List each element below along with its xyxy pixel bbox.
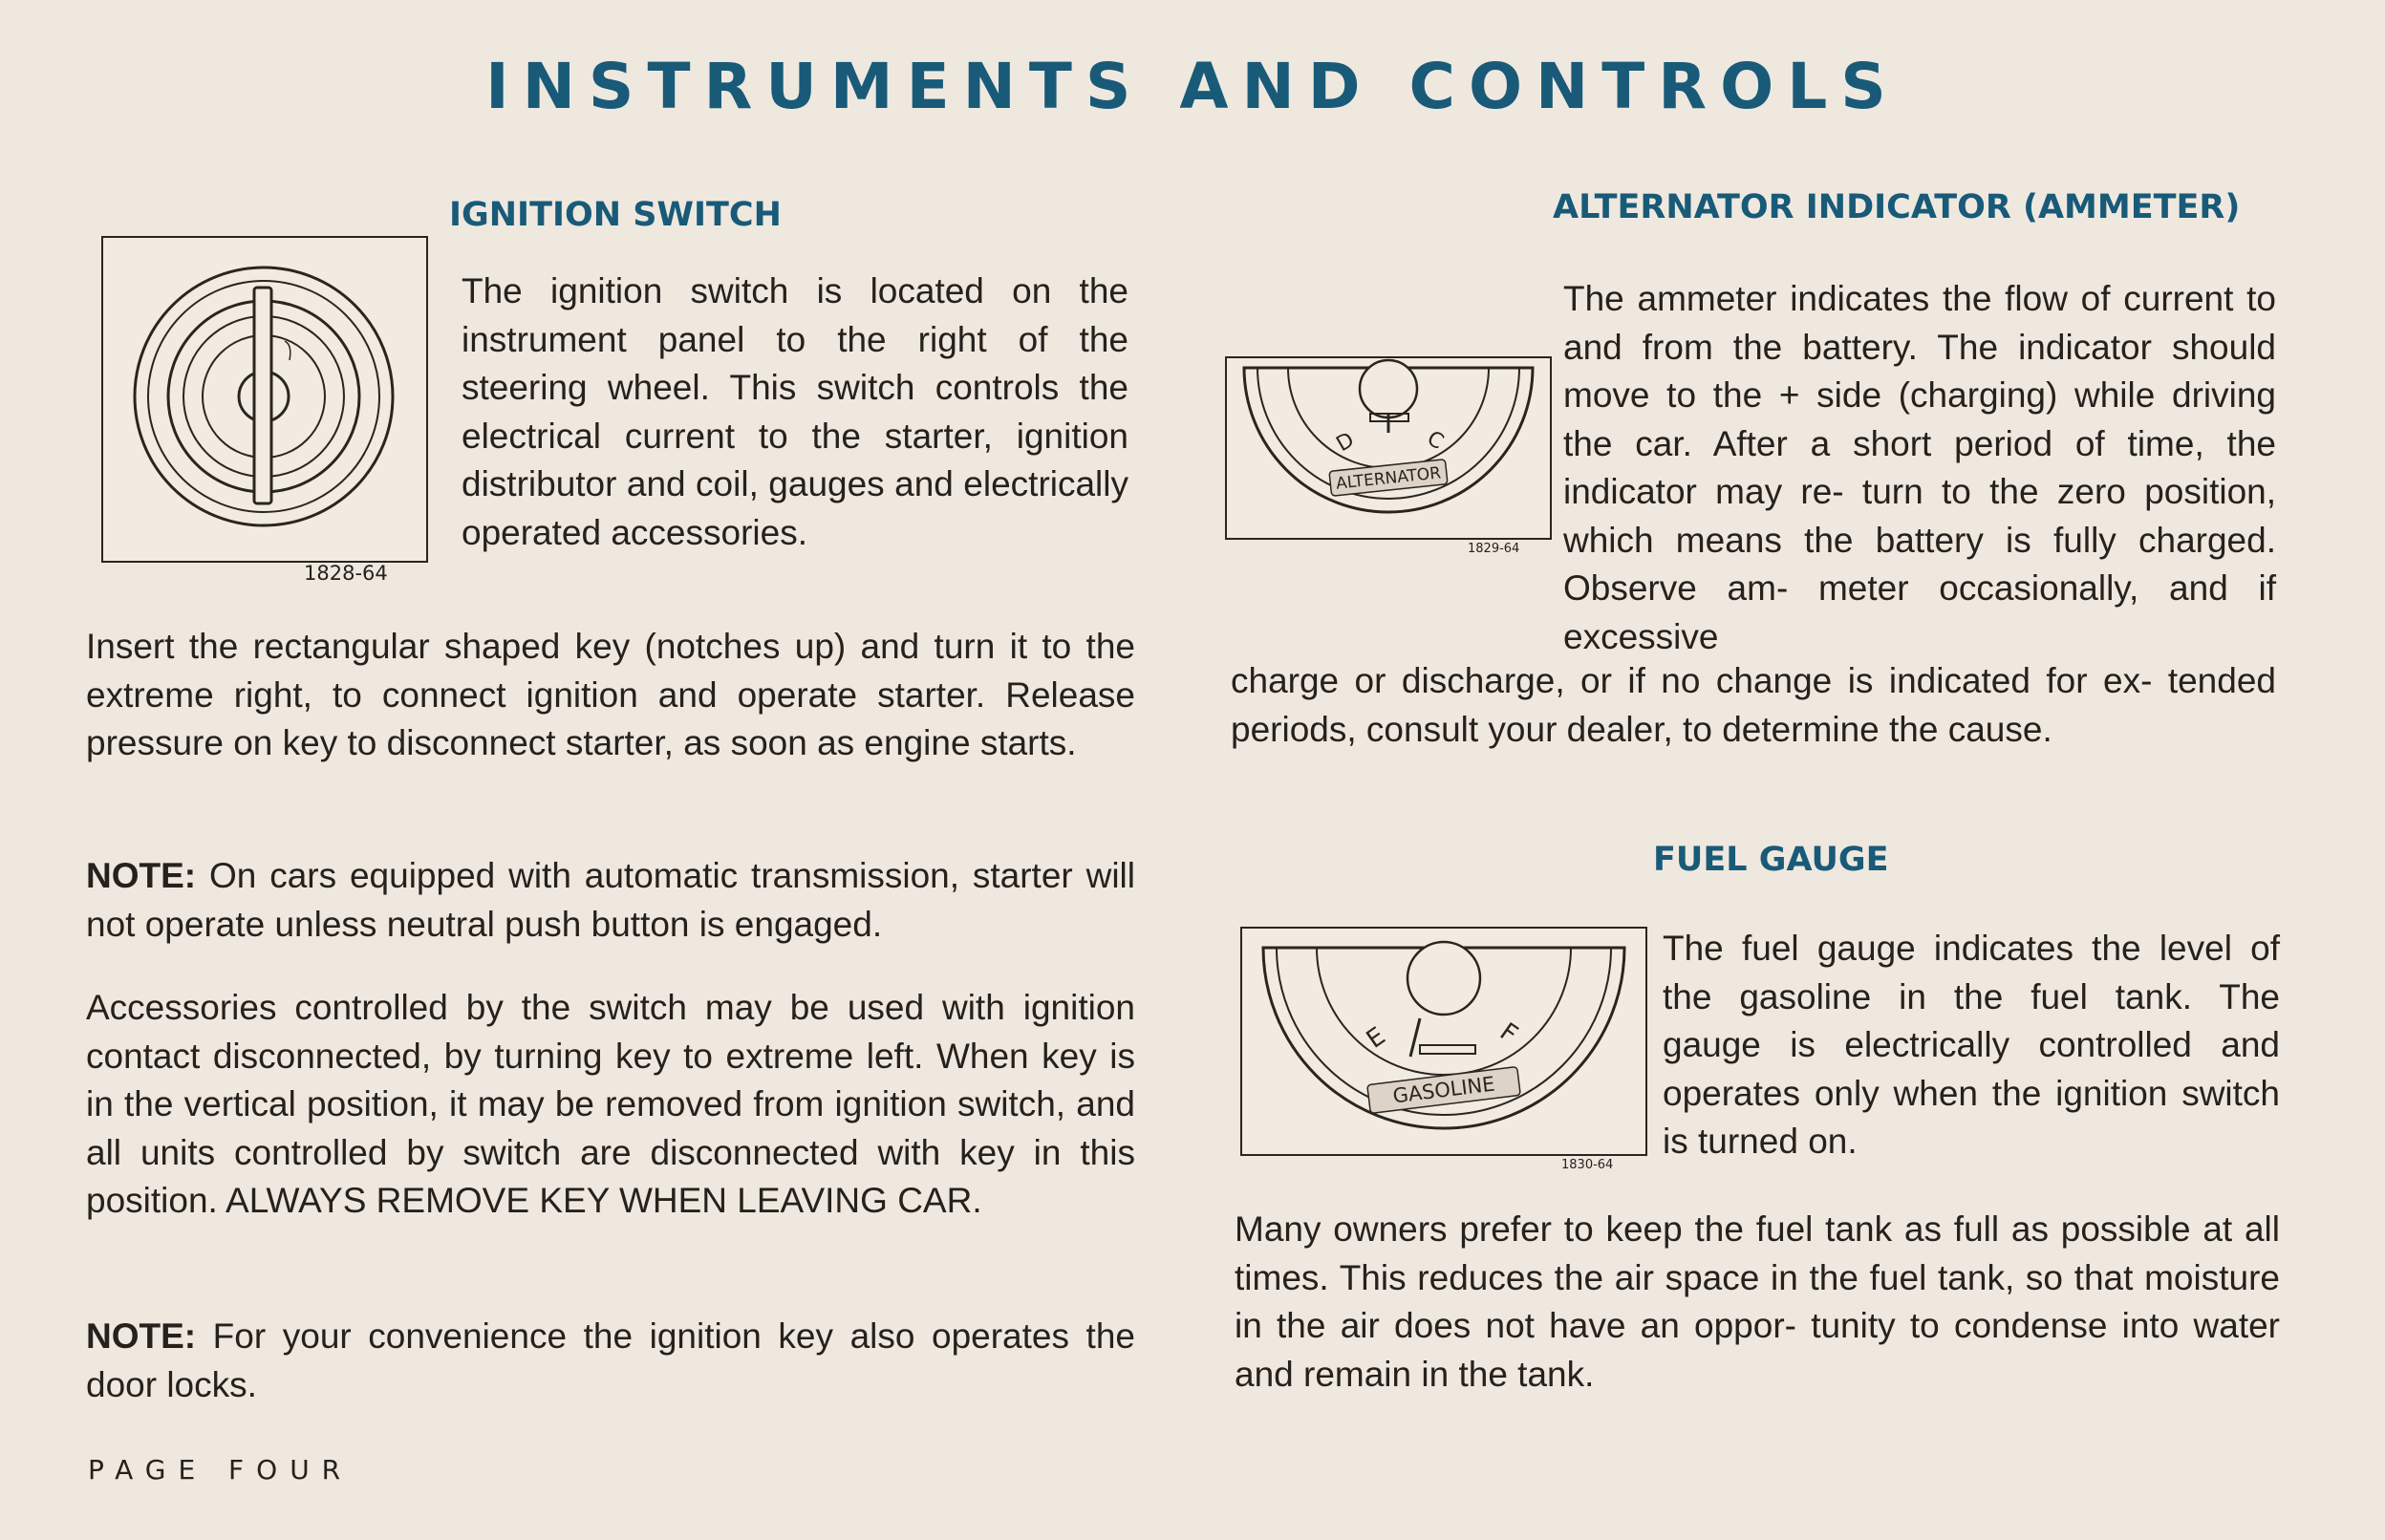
alternator-text-beside-figure: The ammeter indicates the flow of current to and from the battery. The indicator should move to the + side (charging) while driving the car. After a short period of time, the indicator may re- turn to the zero position, which means the battery is fully charged. Observe am- meter occasionally, and if excessive	[1563, 279, 2276, 656]
alternator-gauge-illustration	[1227, 358, 1550, 538]
page-title: INSTRUMENTS AND CONTROLS	[485, 50, 1900, 123]
alternator-heading: ALTERNATOR INDICATOR (AMMETER)	[1553, 188, 2241, 226]
note-text: On cars equipped with automatic transmission, starter will not operate unless neutral push button is engaged.	[86, 856, 1135, 944]
figure-number: 1829-64	[1468, 542, 1520, 556]
page-footer: PAGE FOUR	[88, 1454, 354, 1486]
figure-number: 1830-64	[1561, 1158, 1614, 1172]
ignition-intro-paragraph: The ignition switch is located on the instrument panel to the right of the steering wheel. This switch controls the electrical current to the starter, ignition distributor and coil, gauges and electrically operated accessories.	[462, 271, 1128, 552]
ignition-switch-figure	[101, 236, 428, 563]
figure-number: 1828-64	[304, 562, 388, 585]
ignition-switch-heading: IGNITION SWITCH	[449, 196, 782, 234]
alternator-gauge-figure	[1225, 356, 1552, 540]
alternator-text-continued: charge or discharge, or if no change is indicated for ex- tended periods, consult your dealer, to determine the cause.	[1231, 661, 2276, 749]
fuel-gauge-figure	[1240, 927, 1647, 1156]
gauge-name-label: ALTERNATOR	[1335, 463, 1443, 494]
fuel-gauge-illustration	[1242, 929, 1645, 1154]
accessories-paragraph: Accessories controlled by the switch may be used with ignition contact disconnected, by turning key to extreme left. When key is in the vertical position, it may be removed from ignition switch, and all units controlled by switch are disconnected with key in this position. ALWAYS REMOVE KEY WHEN LEAVING CAR.	[86, 988, 1135, 1220]
gauge-name-label: GASOLINE	[1391, 1072, 1496, 1108]
gauge-dial-label-left: E	[1361, 1021, 1391, 1055]
gauge-dial-label-right: C	[1423, 426, 1448, 455]
gauge-dial-label-right: F	[1493, 1017, 1523, 1050]
gauge-dial-label-left: D	[1332, 428, 1359, 458]
fuel-tank-paragraph: Many owners prefer to keep the fuel tank as full as possible at all times. This reduces the air space in the fuel tank, so that moisture in the air does not have an oppor- tunity to condense into water and remain in the tank.	[1235, 1209, 2280, 1394]
ignition-note-2	[86, 1313, 1135, 1409]
fuel-text-beside-figure: The fuel gauge indicates the level of the gasoline in the fuel tank. The gauge is electrically controlled and operates only when the ignition switch is turned on.	[1663, 929, 2280, 1161]
note-label: NOTE:	[86, 856, 197, 895]
fuel-gauge-heading: FUEL GAUGE	[1653, 841, 1889, 879]
ignition-instructions-paragraph: Insert the rectangular shaped key (notches up) and turn it to the extreme right, to connect ignition and operate starter. Release pressure on key to disconnect starter, as soon as engine starts.	[86, 627, 1135, 762]
note-text: For your convenience the ignition key also operates the door locks.	[86, 1316, 1135, 1404]
note-label: NOTE:	[86, 1316, 197, 1356]
ignition-note-1	[86, 852, 1135, 949]
ignition-switch-illustration	[103, 238, 426, 561]
